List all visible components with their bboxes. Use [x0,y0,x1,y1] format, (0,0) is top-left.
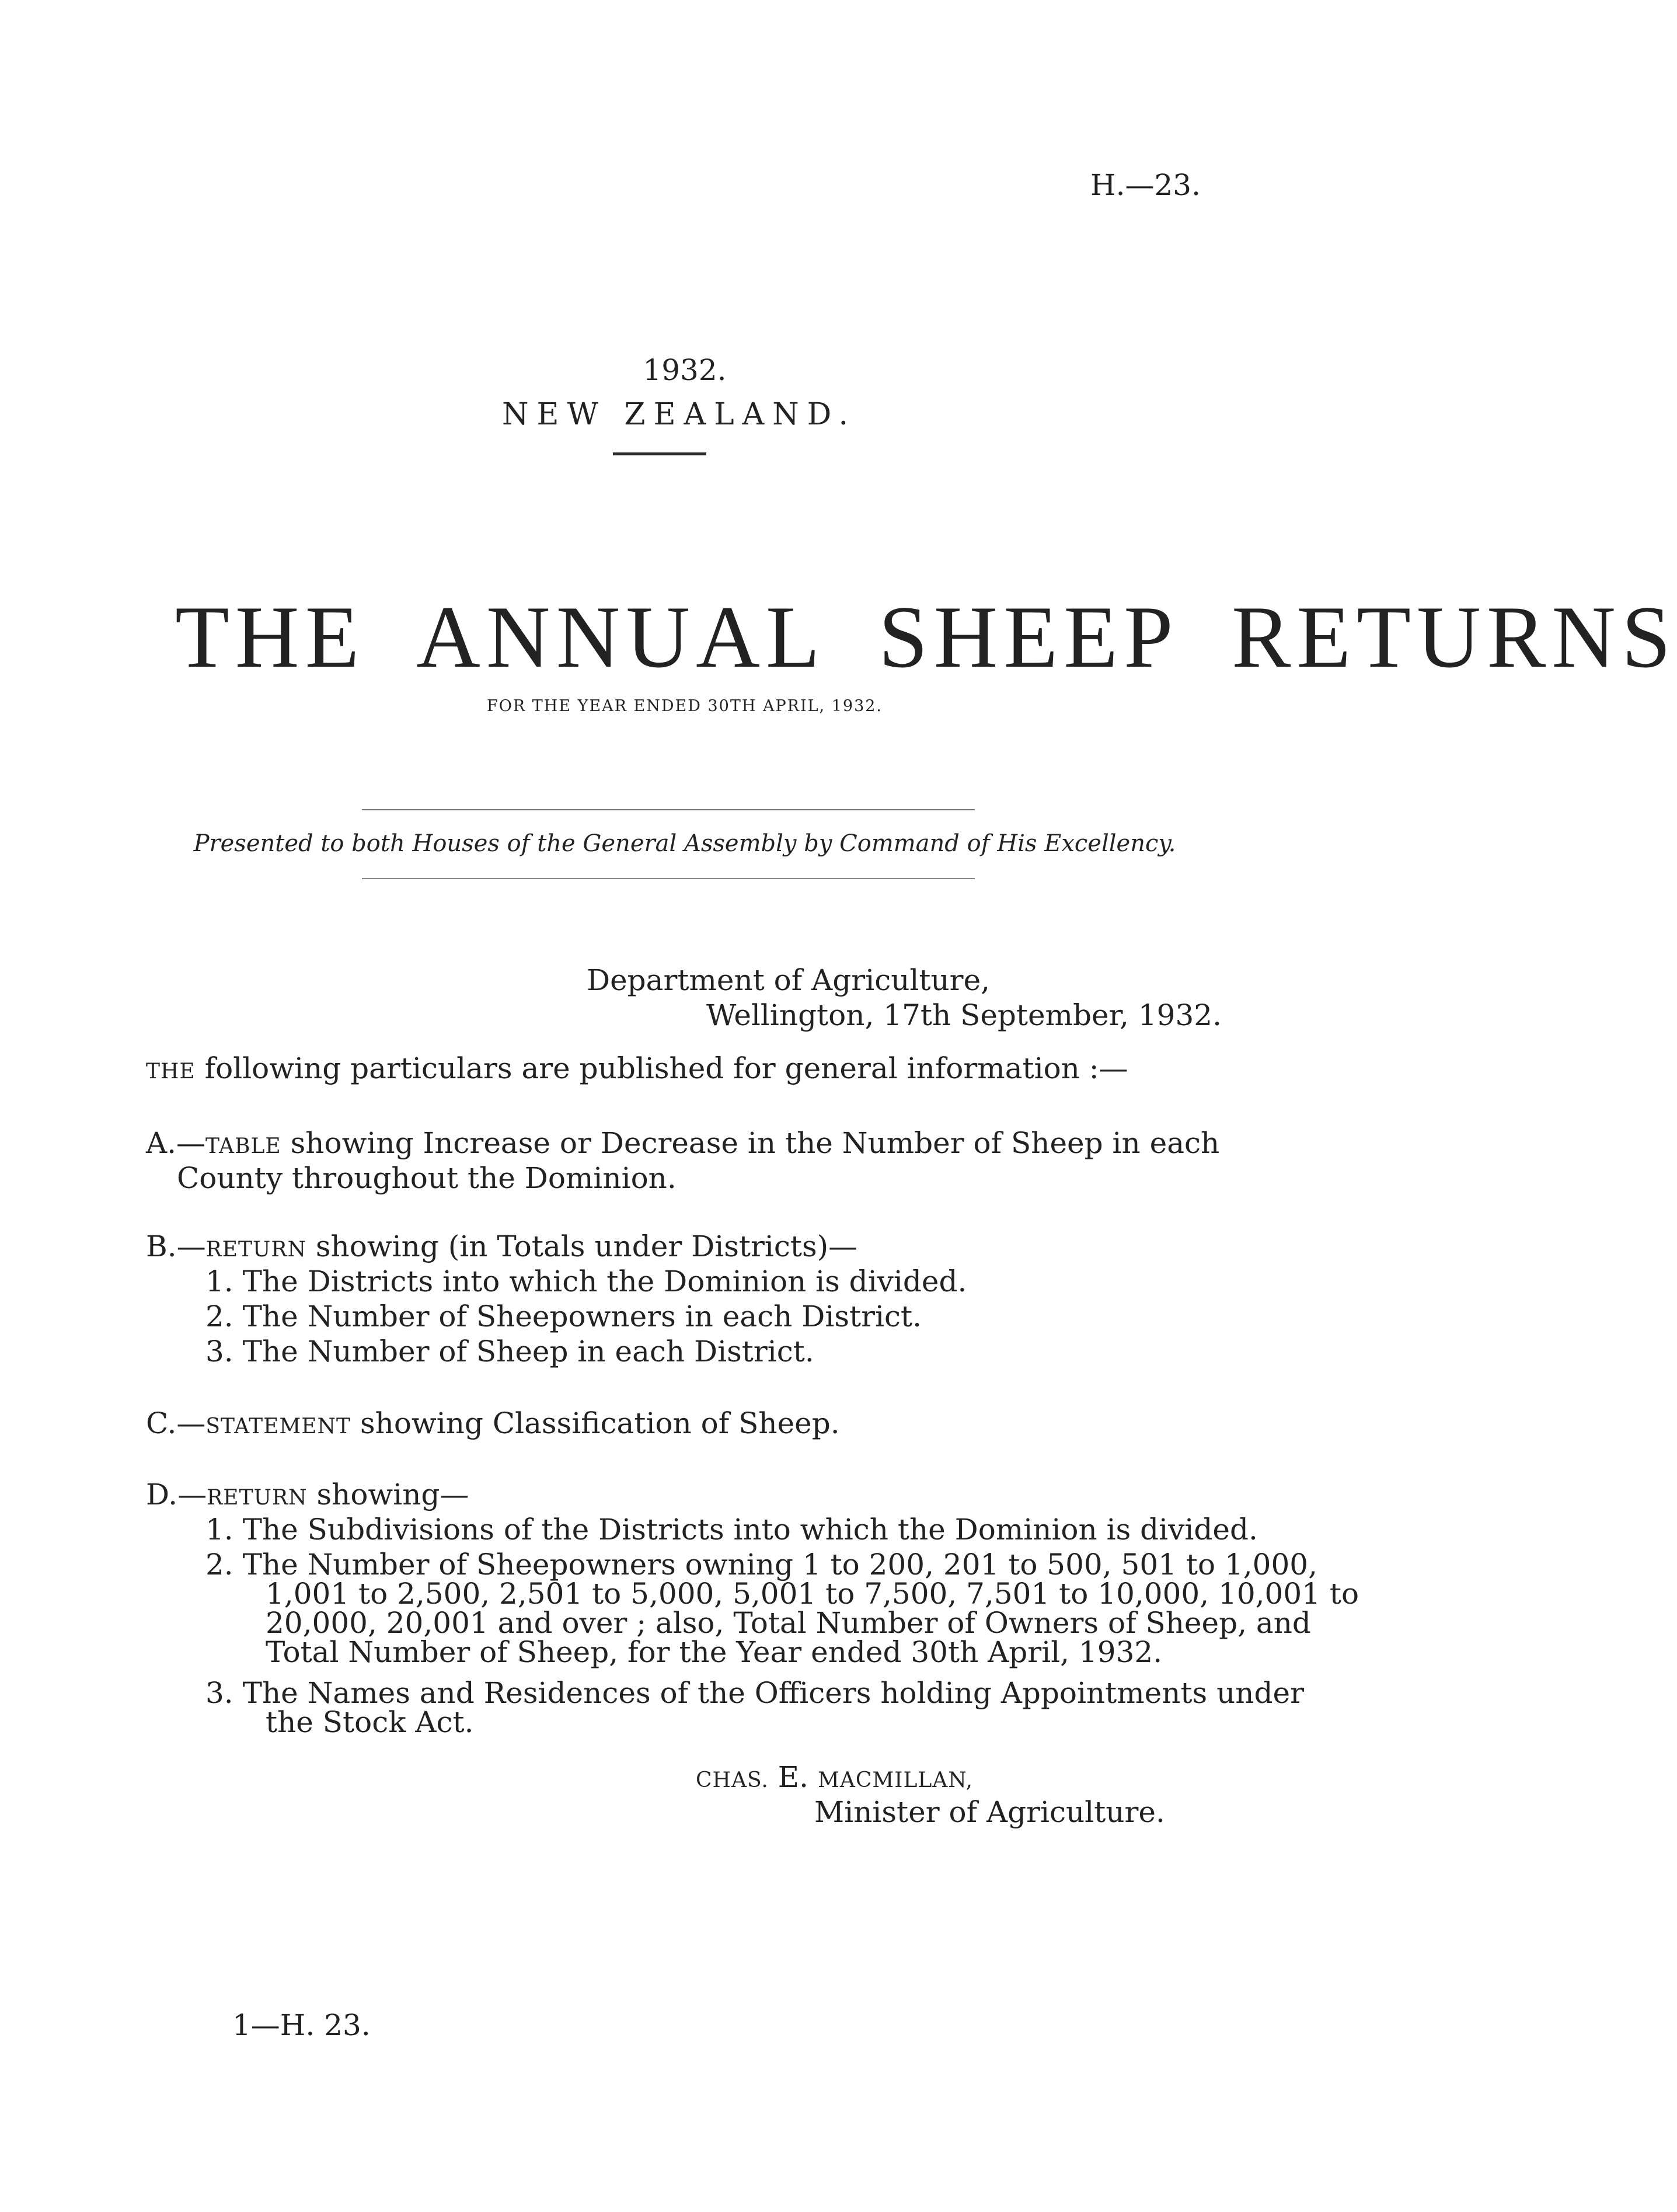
footer-page-ref: 1—H. 23. [232,2008,371,2042]
section-b [146,1229,857,1267]
section-a [146,1126,1219,1164]
section-a-head: TABLE [205,1134,281,1158]
section-c-head: STATEMENT [205,1415,351,1438]
address-date-line: Wellington, 17th September, 1932. [706,998,1222,1032]
section-c-line1: showing Classification of Sheep. [360,1406,840,1440]
section-c [146,1406,840,1444]
section-a-line1: showing Increase or Decrease in the Number of Sheep in each [290,1126,1220,1160]
section-d-item3-line2: the Stock Act. [266,1705,474,1739]
section-d-item2-line1: 2. The Number of Sheepowners owning 1 to 200, 201 to 500, 501 to 1,000, [205,1548,1317,1582]
section-d-item2-line3: 20,000, 20,001 and over ; also, Total Number of Owners of Sheep, and [266,1606,1311,1640]
signatory-last: MACMILLAN, [817,1768,973,1792]
document-year: 1932. [643,353,727,387]
department-line: Department of Agriculture, [587,963,991,997]
intro-text: following particulars are published for general information :— [204,1051,1128,1085]
heading-rule [613,452,706,455]
main-title: THE ANNUAL SHEEP RETURNS [175,588,1677,686]
signatory-first: CHAS. [696,1768,769,1792]
section-b-prefix: B.— [146,1229,206,1263]
page-reference: H.—23. [1090,168,1201,202]
intro-lead: THE [146,1060,196,1084]
section-d-item2-line2: 1,001 to 2,500, 2,501 to 5,000, 5,001 to 7,500, 7,501 to 10,000, 10,001 to [266,1577,1359,1611]
signatory-initial: E. [778,1760,809,1794]
section-b-item1: 1. The Districts into which the Dominion is divided. [205,1265,967,1298]
country-heading: NEW ZEALAND. [502,397,857,432]
section-d-head: RETURN [207,1486,308,1510]
section-b-head: RETURN [205,1238,306,1262]
section-b-item3: 3. The Number of Sheep in each District. [205,1335,814,1368]
presented-note: Presented to both Houses of the General Assembly by Command of His Excellency. [193,830,1176,857]
section-d-item1: 1. The Subdivisions of the Districts into which the Dominion is divided. [205,1513,1258,1546]
signatory-title: Minister of Agriculture. [814,1795,1165,1829]
section-b-line1: showing (in Totals under Districts)— [315,1229,858,1263]
signatory-name [696,1760,973,1798]
divider-bottom [362,878,975,879]
section-c-prefix: C.— [146,1406,206,1440]
section-a-line2: County throughout the Dominion. [177,1161,677,1195]
section-d-line1: showing— [316,1478,469,1511]
section-d-item2-line4: Total Number of Sheep, for the Year ended 30th April, 1932. [266,1635,1163,1669]
section-b-item2: 2. The Number of Sheepowners in each District. [205,1300,922,1333]
section-d-prefix: D.— [146,1478,207,1511]
subtitle: FOR THE YEAR ENDED 30TH APRIL, 1932. [486,697,883,715]
section-a-prefix: A.— [146,1126,206,1160]
intro-paragraph [146,1051,1128,1089]
section-d [146,1477,469,1516]
divider-top [362,809,975,810]
section-d-item3-line1: 3. The Names and Residences of the Officers holding Appointments under [205,1676,1304,1710]
